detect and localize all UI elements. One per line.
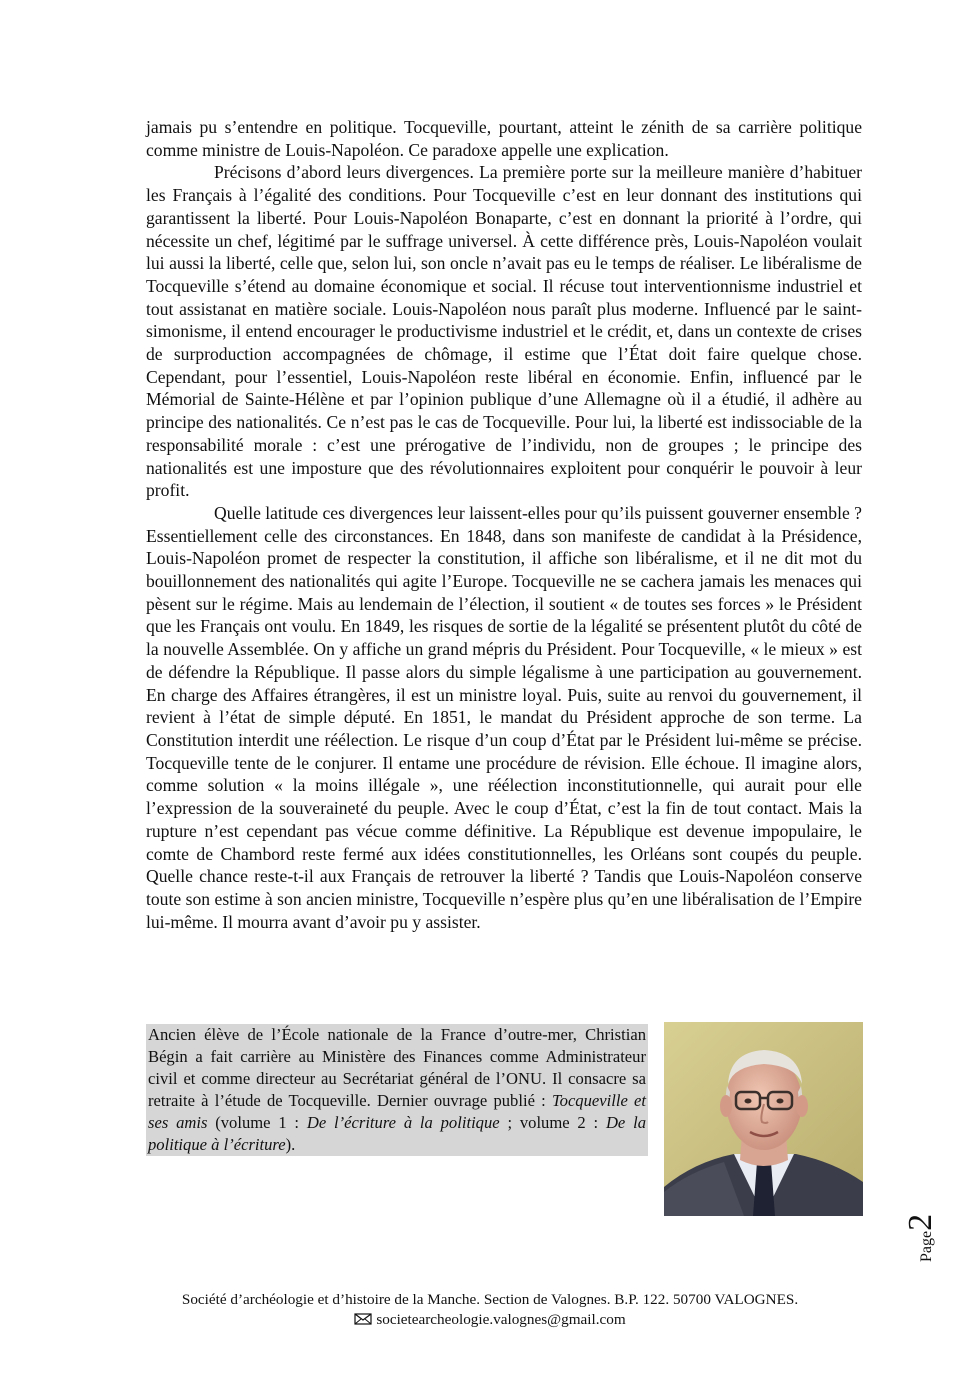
page-label: Page [918,1230,935,1262]
footer-email[interactable]: societearcheologie.valognes@gmail.com [376,1311,626,1328]
page-number [902,1196,948,1262]
footer-email-line [0,1310,980,1332]
paragraph: Précisons d’abord leurs divergences. La première porte sur la meilleure manière d’habituer les Français à l’égalité des conditions. Pour Tocqueville c’est en leur donnant des institutions qui garantissent la liberté. Pour Louis-Napoléon Bonaparte, c’est en donnant la priorité à l’ordre, qui nécessite un chef, légitimé par le suffrage universel. À cette différence près, Louis-Napoléon voulait lui aussi la liberté, celle que, selon lui, son oncle n’avait pas eu le temps de réaliser. Le libéralisme de Tocqueville s’étend au domaine économique et social. Il récuse tout interventionnisme industriel et tout assistanat en matière sociale. Louis-Napoléon nous paraît plus moderne. Influencé par le saint-simonisme, il entend encourager le productivisme industriel et le crédit, et, dans un contexte de crises de surproduction accompagnées de chômage, il estime que l’État doit faire quelque chose. Cependant, pour l’essentiel, Louis-Napoléon reste libéral en économie. Enfin, influencé par le Mémorial de Sainte-Hélène et par l’opinion publique d’une Allemagne où il a étudié, il adhère au principe des nationalités. Ce n’est pas le cas de Tocqueville. Pour lui, la liberté est indissociable de la responsabilité morale : c’est une prérogative de l’individu, non de groupes ; le principe des nationalités est une imposture que des révolutionnaires exploitent pour conquérir le pouvoir à leur profit. [146,162,862,501]
article-body [146,116,862,933]
bio-text: ). [285,1135,296,1154]
envelope-icon [354,1312,372,1332]
volume-title: De la politique à l’écriture [148,1113,646,1154]
paragraph: jamais pu s’entendre en politique. Tocqueville, pourtant, atteint le zénith de sa carrière politique comme ministre de Louis-Napoléon. Ce paradoxe appelle une explication. [146,117,862,160]
bio-text: Ancien élève de l’École nationale de la France d’outre-mer, Christian Bégin a fait carrière au Ministère des Finances comme Administrateur civil et comme directeur au Secrétariat général de l’ONU. Il consacre sa retraite à l’étude de Tocqueville. Dernier ouvrage publié : [148,1025,646,1110]
bio-text: ; volume 2 : [499,1113,606,1132]
volume-title: De l’écriture à la politique [306,1113,500,1132]
paragraph: Quelle latitude ces divergences leur laissent-elles pour qu’ils puissent gouverner ensemble ? Essentiellement celle des circonstances. En 1848, dans son manifeste de candidat à la Présidence, Louis-Napoléon promet de respecter la constitution, il affiche son libéralisme, et il ne dit mot du bouillonnement des nationalités qui agite l’Europe. Tocqueville ne se cachera jamais les menaces qui pèsent sur le régime. Mais au lendemain de l’élection, il soutient « de toutes ses forces » le Président que les Français ont voulu. En 1849, les risques de sortie de la légalité se présentent plutôt du côté de la nouvelle Assemblée. On y affiche un grand mépris du Président. Pour Tocqueville, « le mieux » est de défendre la République. Il passe alors du simple légalisme à une participation au gouvernement. En charge des Affaires étrangères, il est un ministre loyal. Puis, suite au renvoi du gouvernement, il revient à l’état de simple député. En 1851, le mandat du Président approche de son terme. La Constitution interdit une réélection. Le risque d’un coup d’État par le Président lui-même se précise. Tocqueville tente de le conjurer. Il entame une procédure de révision. Elle échoue. Il imagine alors, comme solution « la moins illégale », une réélection inconstitutionnelle, qui aurait pour elle l’expression de la souveraineté du peuple. Avec le coup d’État, c’est la fin de tout contact. Mais la rupture n’est cependant pas vécue comme définitive. La République est devenue impopulaire, le comte de Chambord reste fermé aux idées constitutionnelles, les Orléans sont coupés du peuple. Quelle chance reste-t-il aux Français de retrouver la liberté ? Tandis que Louis-Napoléon conserve toute son estime à son ancien ministre, Tocqueville n’espère plus qu’en une libéralisation de l’Empire lui-même. Il mourra avant d’avoir pu y assister. [146,502,862,932]
footer-address: Société d’archéologie et d’histoire de la Manche. Section de Valognes. B.P. 122. 50700 VALOGNES. [181,1291,799,1308]
page-number-value: 2 [902,1213,939,1231]
portrait-illustration [664,1022,863,1216]
book-title: Tocqueville et ses amis [148,1091,646,1132]
author-portrait [664,1022,863,1216]
author-bio-text [148,1024,646,1156]
author-bio [146,1024,648,1156]
bio-text: (volume 1 : [207,1113,307,1132]
